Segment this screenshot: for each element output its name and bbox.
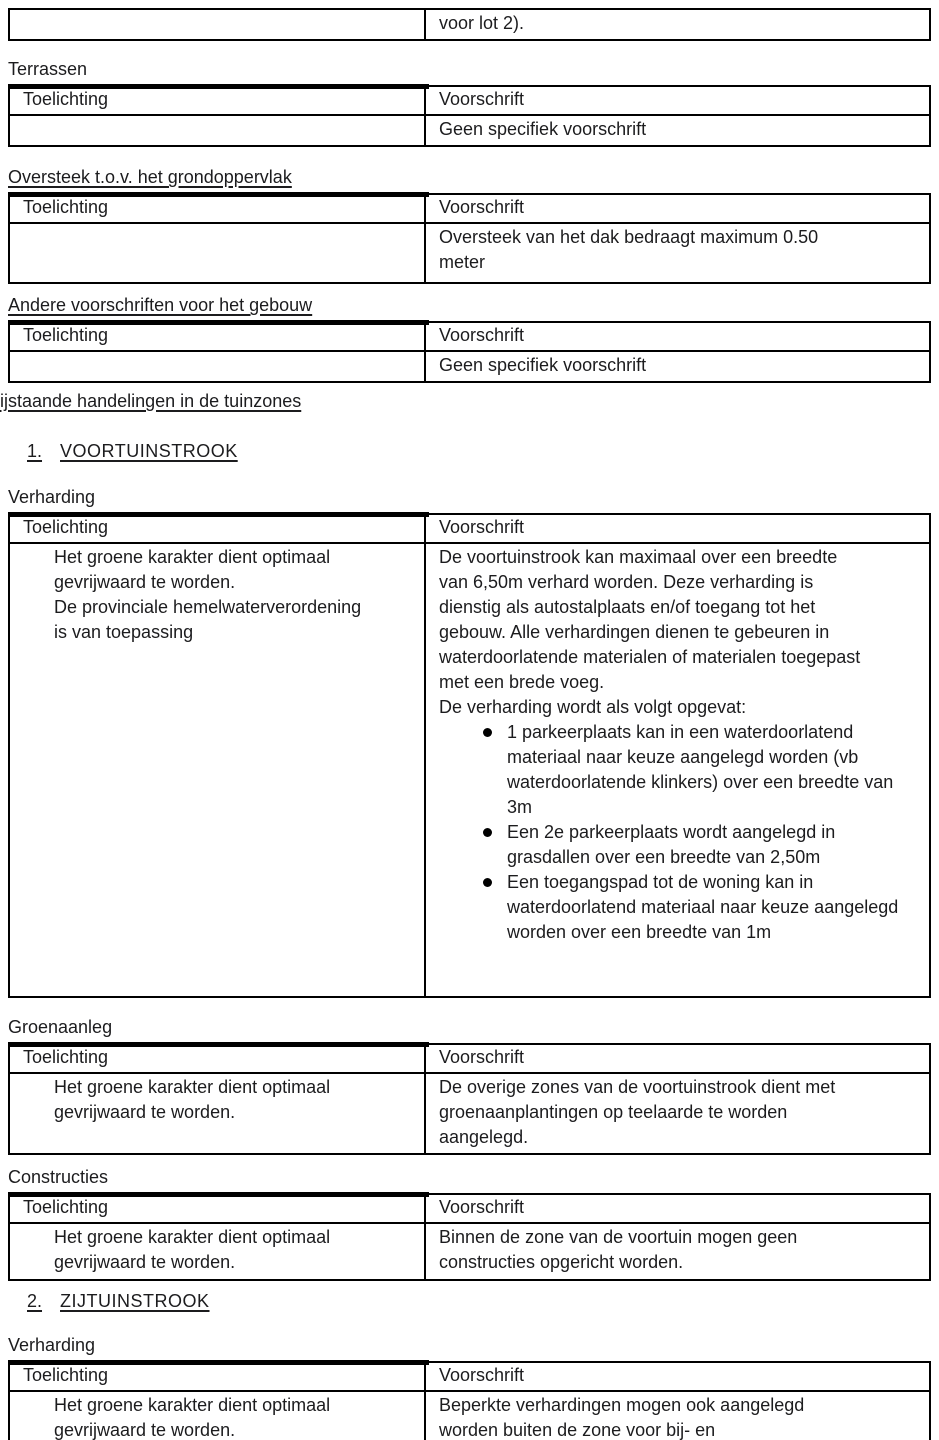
toelichting-header-cell: Toelichting (10, 1195, 426, 1222)
toelichting-header-cell: Toelichting (10, 195, 426, 222)
verharding-voortuin-table (8, 513, 931, 998)
section-title: Verharding (8, 1335, 96, 1355)
toelichting-header-cell: Toelichting (10, 87, 426, 114)
toelichting-header-cell: Toelichting (10, 515, 426, 542)
table-row (10, 1222, 929, 1279)
section-title: Oversteek t.o.v. het grondoppervlak (8, 167, 292, 187)
section-title: Verharding (8, 487, 96, 507)
voorschrift-text: Beperkte verhardingen mogen ook aangelegd worden buiten de zone voor bij- en (439, 1395, 805, 1440)
toelichting-cell (10, 1074, 426, 1153)
voorschrift-text: Geen specifiek voorschrift (439, 119, 647, 139)
toelichting-cell (10, 1392, 426, 1440)
section-constructies (8, 1166, 931, 1281)
table-row (10, 542, 929, 996)
verharding-zijtuin-table (8, 1361, 931, 1440)
continued-table (8, 8, 931, 41)
table-row (10, 222, 929, 282)
toelichting-header-cell: Toelichting (10, 1363, 426, 1390)
section-title: Andere voorschriften voor het gebouw (8, 295, 313, 315)
toelichting-cell-empty (10, 352, 426, 381)
table-thick-top-border (8, 1360, 429, 1365)
voorschrift-text: De verharding wordt als volgt opgevat: (439, 697, 747, 717)
voorschrift-text: De voortuinstrook kan maximaal over een breedte van 6,50m verhard worden. Deze verharding is dienstig als autostalplaats en/of toegang tot het gebouw. Alle verhardingen dienen te gebeuren in waterdoorlatende materialen of materialen toegepast met een brede voeg. (439, 547, 861, 692)
table-header-row (10, 87, 929, 114)
voorschrift-header-cell: Voorschrift (439, 89, 525, 109)
bullet-item: 1 parkeerplaats kan in een waterdoorlatend materiaal naar keuze aangelegd worden (vb waterdoorlatende klinkers) over een breedte van 3m (507, 720, 899, 820)
voorschrift-cell (426, 116, 929, 145)
table-row (10, 350, 929, 381)
bullet-item: Een 2e parkeerplaats wordt aangelegd in grasdallen over een breedte van 2,50m (507, 820, 899, 870)
toelichting-cell-empty (10, 10, 426, 39)
toelichting-header-cell: Toelichting (10, 323, 426, 350)
toelichting-cell (10, 544, 426, 996)
voorschrift-cell (426, 352, 929, 381)
table-row (10, 1390, 929, 1440)
voorschrift-header-cell: Voorschrift (439, 1365, 525, 1385)
toelichting-cell-empty (10, 224, 426, 282)
table-header-row (10, 1363, 929, 1390)
table-header-row (10, 515, 929, 542)
table-thick-top-border (8, 84, 429, 89)
bullet-item: Een toegangspad tot de woning kan in waterdoorlatend materiaal naar keuze aangelegd worden over een breedte van 1m (507, 870, 899, 945)
toelichting-text: Het groene karakter dient optimaal gevrijwaard te worden. (54, 1077, 331, 1122)
table-thick-top-border (8, 512, 429, 517)
voorschrift-text: Oversteek van het dak bedraagt maximum 0.50 meter (439, 227, 819, 272)
section-title: Constructies (8, 1167, 109, 1187)
table-header-row (10, 323, 929, 350)
toelichting-text: Het groene karakter dient optimaal gevrijwaard te worden. (54, 1227, 331, 1272)
oversteek-table (8, 193, 931, 284)
voorschrift-header-cell: Voorschrift (439, 1197, 525, 1217)
table-thick-top-border (8, 1042, 429, 1047)
section-continued-table (8, 8, 931, 41)
voorschrift-header-cell: Voorschrift (439, 197, 525, 217)
toelichting-text: De provinciale hemelwaterverordening is van toepassing (54, 597, 362, 642)
voorschrift-header-cell: Voorschrift (439, 1047, 525, 1067)
voorschrift-cell (426, 224, 929, 282)
table-row (10, 10, 929, 39)
toelichting-header-cell: Toelichting (10, 1045, 426, 1072)
section-verharding-zijtuin (8, 1334, 931, 1440)
table-header-row (10, 1195, 929, 1222)
terrassen-table (8, 85, 931, 147)
voorschrift-text: De overige zones van de voortuinstrook dient met groenaanplantingen op teelaarde te worden aangelegd. (439, 1077, 836, 1147)
section-oversteek (8, 166, 931, 284)
heading-number: 2. (27, 1291, 43, 1311)
andere-voorschriften-table (8, 321, 931, 383)
section-title: Groenaanleg (8, 1017, 113, 1037)
section-title: Terrassen (8, 59, 88, 79)
section-groenaanleg (8, 1016, 931, 1155)
voorschrift-header-cell: Voorschrift (439, 325, 525, 345)
heading-label: VOORTUINSTROOK (60, 441, 238, 461)
numbered-heading-zijtuinstrook (27, 1290, 210, 1312)
section-terrassen (8, 58, 931, 147)
table-header-row (10, 195, 929, 222)
voorschrift-text: voor lot 2). (439, 13, 525, 33)
numbered-heading-voortuinstrook (27, 440, 238, 462)
toelichting-cell (10, 1224, 426, 1279)
voorschrift-header-cell: Voorschrift (439, 517, 525, 537)
voorschrift-cell (426, 544, 929, 996)
section-verharding-voortuin (8, 486, 931, 998)
chapter-heading-tuinzones: ijstaande handelingen in de tuinzones (0, 391, 302, 411)
voorschrift-text: Binnen de zone van de voortuin mogen geen constructies opgericht worden. (439, 1227, 798, 1272)
voorschrift-bullet-list (439, 720, 919, 945)
toelichting-text: Het groene karakter dient optimaal gevrijwaard te worden. (54, 1395, 331, 1440)
voorschrift-cell (426, 1074, 929, 1153)
toelichting-cell-empty (10, 116, 426, 145)
table-thick-top-border (8, 1192, 429, 1197)
voorschrift-cell (426, 1392, 929, 1440)
table-thick-top-border (8, 320, 429, 325)
voorschrift-cell (426, 1224, 929, 1279)
section-andere-voorschriften (8, 294, 931, 383)
heading-number: 1. (27, 441, 43, 461)
table-header-row (10, 1045, 929, 1072)
toelichting-text: Het groene karakter dient optimaal gevrijwaard te worden. (54, 547, 331, 592)
heading-label: ZIJTUINSTROOK (60, 1291, 210, 1311)
table-row (10, 1072, 929, 1153)
groenaanleg-table (8, 1043, 931, 1155)
constructies-table (8, 1193, 931, 1281)
table-thick-top-border (8, 192, 429, 197)
voorschrift-cell (426, 10, 929, 39)
voorschrift-text: Geen specifiek voorschrift (439, 355, 647, 375)
table-row (10, 114, 929, 145)
